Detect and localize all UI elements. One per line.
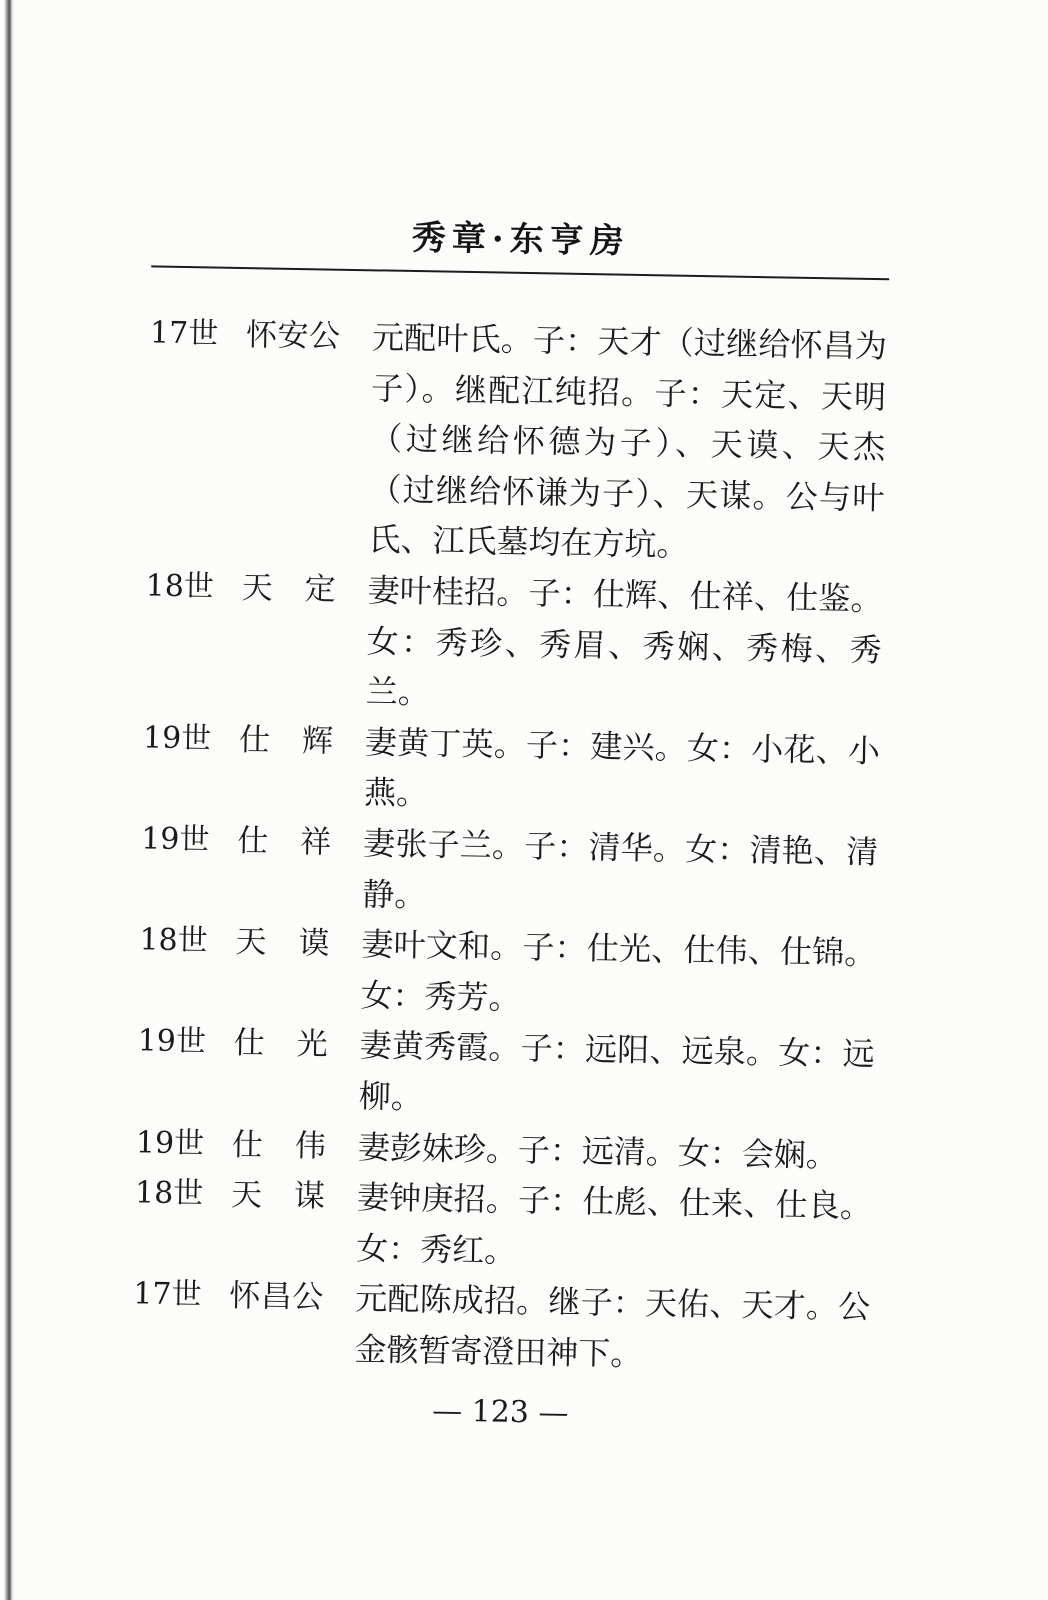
generation-label: 17世	[133, 1276, 202, 1313]
entry-text	[356, 1172, 873, 1282]
entry-text-line: 元配陈成招。继子：天佑、天才。公	[354, 1279, 871, 1327]
genealogy-entry	[146, 308, 887, 574]
genealogy-entry	[142, 713, 881, 827]
generation-label: 17世	[149, 315, 219, 352]
entry-text	[365, 565, 883, 726]
generation-label: 19世	[140, 821, 210, 858]
entry-text-line: 元配叶氏。子：天才（过继给怀昌为	[371, 318, 888, 366]
header-rule	[151, 265, 889, 280]
genealogy-entry	[143, 561, 883, 726]
genealogy-entry	[140, 814, 879, 928]
generation-label: 18世	[139, 922, 208, 959]
entry-text-line: 子）。继配江纯招。子：天定、天明	[370, 368, 887, 416]
entry-text-line: 兰。	[365, 672, 431, 712]
person-name-cell	[239, 715, 366, 768]
person-name-cell	[233, 1018, 360, 1071]
generation-label: 19世	[142, 720, 212, 757]
entry-text-line: 妻叶桂招。子：仕辉、仕祥、仕鉴。	[367, 571, 883, 619]
person-name-cell	[231, 1119, 358, 1172]
entry-text-line: 妻张子兰。子：清华。女：清艳、清	[362, 824, 879, 872]
person-name: 天谟	[235, 924, 330, 962]
person-name-cell	[231, 1170, 358, 1223]
entry-text	[360, 919, 877, 1029]
genealogy-entry	[134, 1168, 873, 1282]
person-name: 仕伟	[231, 1126, 327, 1165]
entry-text-line: 氏、江氏墓均在方坑。	[368, 520, 689, 565]
entry-text-line: 静。	[362, 874, 427, 914]
genealogy-entry	[132, 1270, 871, 1384]
page-number: — 123 —	[431, 1393, 569, 1431]
entry-text	[358, 1020, 875, 1130]
entry-text	[368, 312, 887, 574]
entry-text-line: 女：秀芳。	[360, 975, 521, 1017]
entry-text-line: 妻黄丁英。子：建兴。女：小花、小	[364, 722, 881, 770]
person-name-cell	[235, 917, 362, 970]
generation-label: 19世	[137, 1023, 207, 1060]
entry-text-line: 妻黄秀霞。子：远阳、远泉。女：远	[359, 1026, 875, 1074]
person-name-cell	[229, 1271, 356, 1324]
person-name-cell	[241, 563, 368, 616]
entry-text-line: （过继给怀德为子）、天谟、天杰	[369, 419, 886, 467]
person-name: 怀安公	[245, 317, 341, 355]
generation-label: 19世	[135, 1124, 205, 1161]
generation-label: 18世	[145, 568, 215, 605]
person-name: 天谋	[230, 1177, 326, 1215]
entry-text-line: 柳。	[358, 1077, 424, 1117]
entry-text-line: （过继给怀谦为子）、天谋。公与叶	[369, 470, 885, 518]
entry-text-line: 妻彭妹珍。子：远清。女：会娴。	[357, 1127, 839, 1175]
person-name: 仕辉	[238, 721, 334, 760]
genealogy-entry	[136, 1017, 875, 1131]
person-name: 仕祥	[236, 822, 332, 861]
person-name-cell	[237, 816, 364, 869]
generation-label: 18世	[134, 1175, 204, 1212]
entry-text	[357, 1122, 873, 1182]
person-name: 天定	[241, 570, 336, 608]
entry-text	[364, 717, 881, 827]
running-head	[151, 211, 890, 268]
person-name: 仕光	[233, 1025, 329, 1063]
entry-text-line: 燕。	[363, 773, 429, 813]
genealogy-entries	[132, 308, 887, 1383]
entry-text-line: 妻叶文和。子：仕光、仕伟、仕锦。	[361, 925, 877, 973]
person-name-cell	[246, 310, 373, 363]
entry-text-line: 女：秀珍、秀眉、秀娴、秀梅、秀	[366, 621, 883, 669]
entry-text-line: 金骸暂寄澄田神下。	[354, 1330, 643, 1374]
genealogy-entry	[138, 915, 877, 1029]
entry-text-line: 妻钟庚招。子：仕彪、仕来、仕良。	[356, 1178, 873, 1226]
entry-text	[362, 818, 879, 928]
person-name: 怀昌公	[228, 1278, 324, 1316]
running-head-title: 秀章·东亨房	[411, 217, 631, 262]
entry-text	[354, 1273, 871, 1383]
entry-text-line: 女：秀红。	[355, 1228, 517, 1270]
